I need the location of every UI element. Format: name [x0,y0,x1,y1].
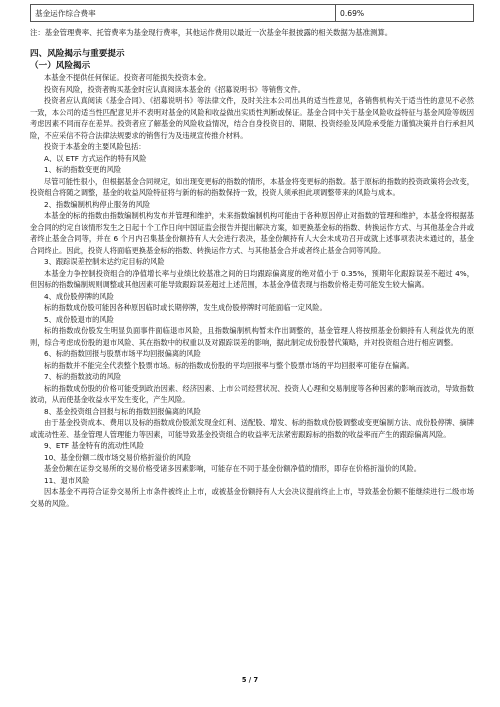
fee-table [30,4,474,22]
fee-note: 注：基金管理费率、托管费率为基金现行费率，其他运作费用以最近一次基金年报披露的相关数据为基准测算。 [30,28,393,37]
risk-item-heading: 11、退市风险 [44,475,90,485]
paragraph: 由于基金投资成本、费用以及标的指数成份股派发现金红利、送配股、增发、标的指数成份股调整或变更编制方法、成份股停牌、摘牌或流动性差、基金管理人管理能力等因素，可能导致基金投资组合的收益率无法紧密跟踪标的指数的收益率而产生的跟踪偏离风险。 [30,418,474,439]
paragraph: 本基金力争控制投资组合的净值增长率与业绩比较基准之间的日均跟踪偏离度的绝对值小于 0.35%，预期年化跟踪误差不超过 4%，但因标的指数编制规则调整或其他因素可能导致跟踪误差超过上述范围，本基金净值表现与指数价格走势可能发生较大偏离。 [30,268,474,289]
paragraph: 投资者应认真阅读《基金合同》、《招募说明书》等法律文件，及时关注本公司出具的适当性意见，各销售机构关于适当性的意见不必然一致，本公司的适当性匹配意见并不表明对基金的风险和收益做出实质性判断或保证。基金合同中关于基金风险收益特征与基金风险等级因考虑因素不同而存在差异。投资者应了解基金的风险收益情况，结合自身投资目的、期限、投资经验及风险承受能力谨慎决策并自行承担风险，不应采信不符合法律法规要求的销售行为及违规宣传推介材料。 [30,96,474,140]
paragraph: 因本基金不再符合证券交易所上市条件被终止上市，或被基金份额持有人大会决议提前终止上市，导致基金份额不能继续进行二级市场交易的风险。 [30,487,474,508]
risk-item-heading: 4、成份股停牌的风险 [44,291,114,301]
risk-item-heading: 8、基金投资组合回报与标的指数回报偏离的风险 [44,406,201,416]
fee-label-cell: 基金运作综合费率 [31,5,336,22]
paragraph: 标的指数并不能完全代表整个股票市场。标的指数成份股的平均回报率与整个股票市场的平均回报率可能存在偏离。 [44,360,414,370]
risk-item-heading: 3、跟踪误差控制未达约定目标的风险 [44,257,165,266]
paragraph: 本基金不提供任何保证。投资者可能损失投资本金。 [44,73,211,82]
risk-item-heading: 2、指数编制机构停止服务的风险 [44,199,151,209]
risk-item-heading: A、以 ETF 方式运作的特有风险 [44,153,147,163]
paragraph: 标的指数成份股的价格可能受到政治因素、经济因素、上市公司经营状况、投资人心理和交易制度等各种因素的影响而波动，导致指数波动，从而使基金收益水平发生变化，产生风险。 [30,383,474,404]
page-number: 5 / 7 [241,676,259,684]
paragraph: 投资有风险，投资者购买基金时应认真阅读本基金的《招募说明书》等销售文件。 [44,84,306,94]
risk-item-heading: 7、标的指数波动的风险 [44,372,122,381]
risk-item-heading: 1、标的指数变更的风险 [44,165,122,174]
subsection-title: （一）风险揭示 [30,61,91,71]
paragraph: 标的指数成份股发生明显负面事件面临退市风险，且指数编制机构暂未作出调整的，基金管理人将按照基金份额持有人利益优先的原则，综合考虑成份股的退市风险、其在指数中的权重以及对跟踪误差的影响，据此制定成份股替代策略，并对投资组合进行相应调整。 [30,326,474,347]
fee-value-cell: 0.69% [336,5,474,22]
risk-item-heading: 5、成份股退市的风险 [44,314,114,324]
table-row [31,5,474,22]
paragraph: 投资于本基金的主要风险包括： [44,142,146,151]
paragraph: 标的指数成份股可能因各种原因临时或长期停牌，发生成份股停牌时可能面临一定风险。 [44,303,327,312]
risk-item-heading: 10、基金份额二级市场交易价格折溢价的风险 [44,452,191,462]
document-page [30,4,474,509]
paragraph: 尽管可能性很小，但根据基金合同规定，如出现变更标的指数的情形，本基金将变更标的指数。基于原标的指数的投资政策将会改变，投资组合将随之调整，基金的收益风险特征将与新的标的指数保持一致，投资人须承担此项调整带来的风险与成本。 [30,176,474,197]
paragraph: 基金份额在证券交易所的交易价格受诸多因素影响，可能存在不同于基金份额净值的情形，即存在价格折溢价的风险。 [44,464,422,473]
risk-disclosure-body [30,72,474,509]
risk-item-heading: 9、ETF 基金特有的流动性风险 [44,441,144,450]
section-title: 四、风险揭示与重要提示 [30,49,125,59]
paragraph: 本基金的标的指数由指数编制机构发布并管理和维护，未来指数编制机构可能由于各种原因停止对指数的管理和维护，本基金将根据基金合同的约定自该情形发生之日起十个工作日向中国证监会报告并提出解决方案，如更换基金标的指数、转换运作方式、与其他基金合并或者终止基金合同等，并在 6 个月内召集基金份额持有人大会进行表决，基金份额持有人大会未成功召开或就上述事项表决未通过的，基金合同终止。因此，投资人将面临更换基金标的指数、转换运作方式、与其他基金合并或者终止基金合同等风险。 [30,211,474,255]
risk-item-heading: 6、标的指数回报与股票市场平均回报偏离的风险 [44,349,201,358]
